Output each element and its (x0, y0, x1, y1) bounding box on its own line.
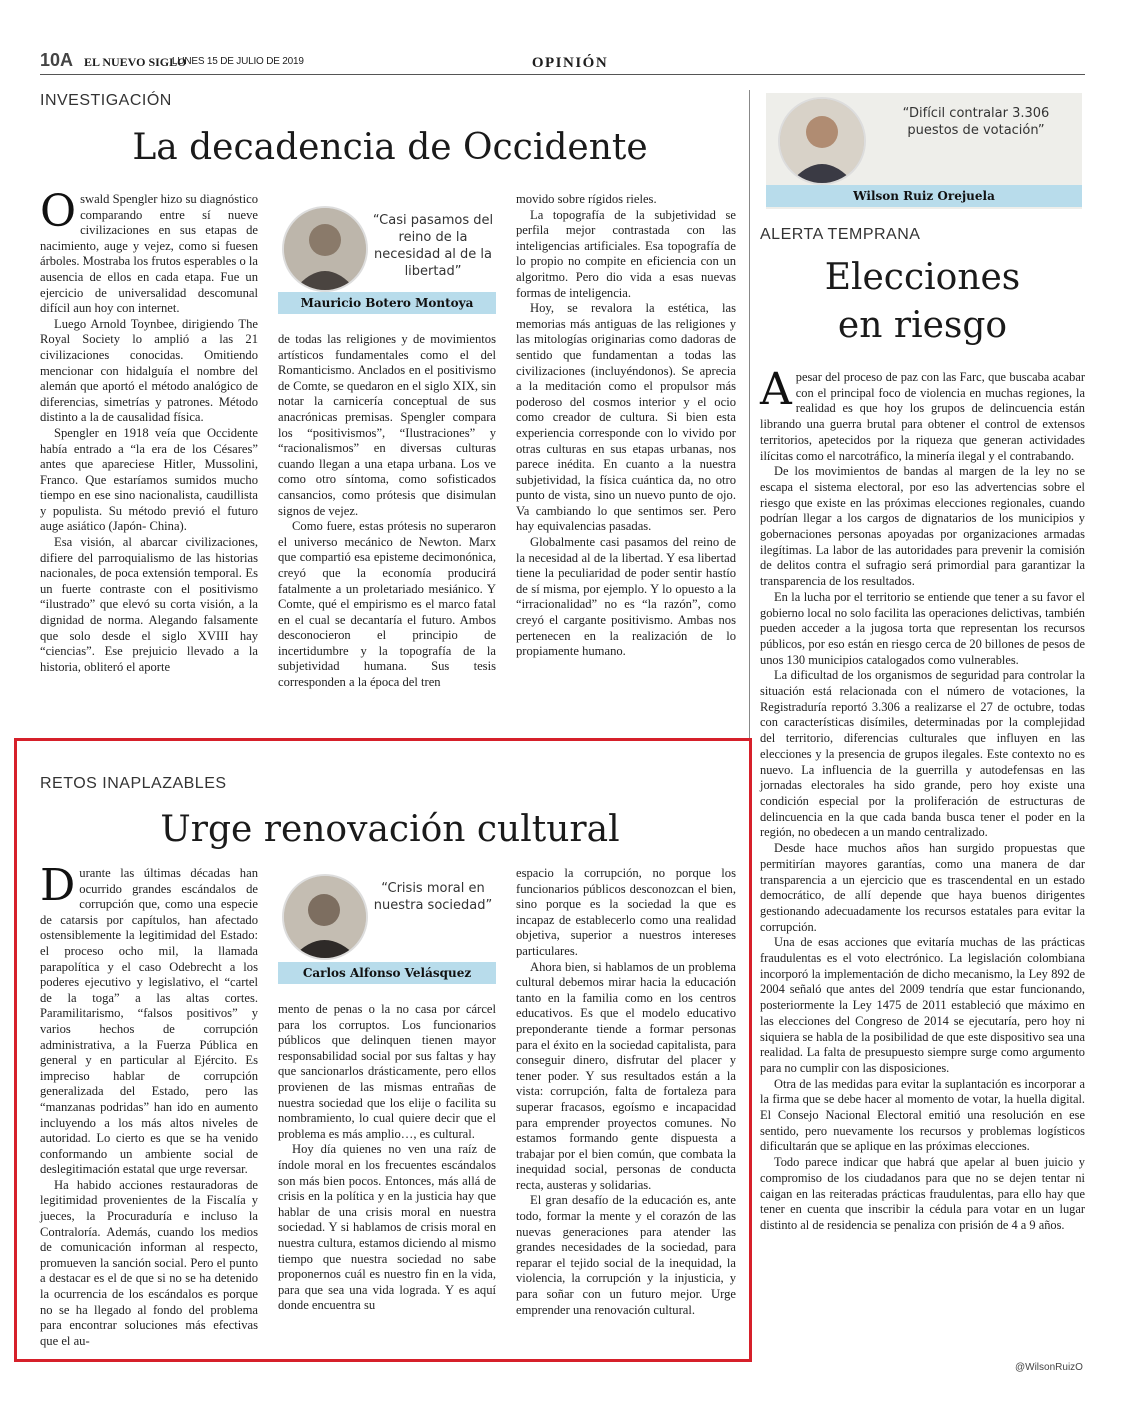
section-title: OPINIÓN (531, 55, 609, 71)
article2-column-2 (278, 1002, 496, 1314)
article1-paragraph: Globalmente casi pasamos del reino de la necesidad al de la libertad. Y esa libertad tiene la peculiaridad de poder sentir hastío de sí misma, por ejemplo. Y lo opuesto a la “irracionalidad” no es “la razón”, como creyó el cargante positivismo. Ambas nos pertenecen en la realización de lo propiamente humano. (516, 535, 736, 659)
dropcap: O (40, 186, 77, 237)
article2-paragraph: mento de penas o la no casa por cárcel para los corruptos. Los funcionarios públicos que delinquen tienen mayor responsabilidad social por sus faltas y hay que sancionarlos drásticamente, pero ellos provienen de las mismas entrañas de nuestra sociedad que los elije o facilita su nombramiento, lo cual quiere decir que el problema es más amplio…, es cultural. (278, 1002, 496, 1141)
dropcap: A (760, 364, 792, 415)
article1-paragraph: Spengler en 1918 veía que Occidente había entrado a “la era de los Césares” antes que apareciese Hitler, Mussolini, Franco. Que estaríamos sumidos mucho tiempo en ese sino nacionalista, caudillista y populista. Su método previó el futuro auge asiático (Japón- China). (40, 425, 258, 534)
article3-kicker: ALERTA TEMPRANA (760, 226, 921, 243)
author-name: Carlos Alfonso Velásquez (278, 962, 496, 984)
article2-paragraph: Hoy día quienes no ven una raíz de índole moral en los frecuentes escándalos son más bien pocos. Entonces, más allá de crisis en la política y en la justicia hay que hablar de una crisis moral en nuestra sociedad. Y si hablamos de crisis moral en nuestra cultura, estamos diciendo al mismo tiempo que nuestra sociedad no sabe proponernos cuál es nuestro fin en la vida, para que sea una vida lograda. Y es aquí donde encuentra su (278, 1142, 496, 1313)
article2-paragraph: Ahora bien, si hablamos de un problema cultural debemos mirar hacia la educación tanto en la familia como en los centros educativos. Es que el modelo educativo preponderante tiende a formar personas para el éxito en la sociedad capitalista, para conseguir dinero, disfrutar del placer y tener poder. Y sus resultados están a la vista: corrupción, falta de fortaleza para superar fracasos, egoísmo e incapacidad para emprender proyectos comunes. No estamos formando gente dispuesta a trabajar por el bien común, que combata la inequidad social, personas de conducta recta, austeras y solidarias. (516, 959, 736, 1192)
article1-paragraph: Luego Arnold Toynbee, dirigiendo The Royal Society lo amplió a las 21 civilizaciones conocidas. Omitiendo mencionar con hidalguía el nombre del alemán que aportó el método analógico de diferencias, simetrías y patrones. Método distinto a la de causalidad física. (40, 316, 258, 425)
author-name: Mauricio Botero Montoya (278, 292, 496, 314)
article1-paragraph: Hoy, se revalora la estética, las memorias más antiguas de las religiones y las mitologías originarias como dadoras de sentido que fundamentan a todas las civilizaciones (incluyéndonos). Se aprecia a la meditación como el propulsor más poderoso del cosmos interior y el ocio como creador de cultura. Si bien esta experiencia corresponde con lo vivido por otras culturas en sus etapas urbanas, nos parece inédita. En cuanto a la nuestra subjetividad, la física cuántica da, no otro punto de vista, sino un nuevo punto de ojo. Va cambiando lo que sentimos ser. Pero hay equivalencias pasadas. (516, 301, 736, 534)
article3-paragraph: En la lucha por el territorio se entiende que tener a su favor el gobierno local no solo facilita las operaciones delictivas, también pueden acceder a la jugosa torta que representan los recursos públicos, por eso están en riesgo cerca de 20 billones de pesos de unos 130 municipios catalogados como vulnerables. (760, 589, 1085, 667)
dropcap: D (40, 860, 76, 911)
author-photo (282, 874, 368, 960)
article1-paragraph: de todas las religiones y de movimientos artísticos fundamentales como el del Romanticismo. Anclados en el positivismo de Comte, se quedaron en el siglo XIX, sin notar la carnicería conceptual de sus anacrónicas premisas. Spengler compara los “positivismos”, “Ilustraciones” y “racionalismos” en diversas culturas cuando llegan a una etapa urbana. Los ve como otro síntoma, como sofisticados cansancios, como prótesis que disimulan signos de vejez. (278, 332, 496, 518)
page-number: 10A (40, 50, 74, 70)
article3-paragraph: Otra de las medidas para evitar la suplantación es incorporar a la firma que se debe hacer al momento de votar, la huella digital. El Consejo Nacional Electoral emitió una resolución en ese sentido, pero nuevamente los recursos y problemas logísticos dificultarán que se aplique en las próximas elecciones. (760, 1076, 1085, 1154)
article3-paragraph: Todo parece indicar que habrá que apelar al buen juicio y compromiso de los ciudadanos para que no se dejen tentar ni caigan en las reiteradas prácticas fraudulentas, para ello hay que tener en cuenta que inscribir la cédula para votar en un lugar distinto al de residencia se penaliza con prisión de 4 a 9 años. (760, 1155, 1085, 1232)
author-quote: “Casi pasamos del reino de la necesidad al de la libertad” (372, 213, 494, 279)
author-photo (282, 206, 368, 292)
article2-paragraph: Ha habido acciones restauradoras de legitimidad provenientes de la Fiscalía y jueces, la Procuraduría e incluso la Contraloría. Además, cuando los medios de comunicación informan al respecto, promueven la sanción social. Pero el punto a destacar es el de que si no se ha detenido la ocurrencia de los escándalos es porque no se ha llegado al fondo del problema para encontrar soluciones más efectivas que el au- (40, 1177, 258, 1348)
article2-paragraph: espacio la corrupción, no porque los funcionarios públicos desconozcan el bien, sino porque es la sociedad la que es incapaz de establecerlo como una realidad objetiva, superior a nuestros intereses particulares. (516, 866, 736, 958)
article2-headline: Urge renovación cultural (160, 809, 620, 850)
article1-paragraph: Esa visión, al abarcar civilizaciones, difiere del parroquialismo de las historias nacionales, de poca extensión temporal. Es un fuerte contraste con el positivismo “ilustrado” que elevó su corta visión, a la dignidad de norma. Alegando falsamente que solo desde el siglo XVIII hay “ciencias”. Ese prejuicio llevado a la historia, obliteró el aporte (40, 535, 258, 674)
header-rule (40, 74, 1085, 75)
author-box (766, 93, 1082, 209)
article1-headline: La decadencia de Occidente (132, 127, 648, 168)
author-quote: “Difícil contralar 3.306 puestos de votación” (902, 106, 1050, 138)
article2-kicker: RETOS INAPLAZABLES (40, 775, 227, 792)
article3-paragraph: La dificultad de los organismos de seguridad para controlar la situación está relacionada con el número de votaciones, la Registraduría reportó 3.306 a realizarse el 27 de octubre, todas con características disímiles, determinadas por la complejidad del territorio, diferencias culturales que influyen en las elecciones y la presencia de grupos ilegales. Este contexto no es nuevo. La influencia de la guerrilla y autodefensas en las jornadas electorales ha sido grande, pero hoy existe una condición especial por la proliferación de estructuras de delincuencia en la que cada banda busca tener el poder en la región, no obedecen a un mando centralizado. (760, 668, 1085, 840)
twitter-credit: @WilsonRuizO (1015, 1362, 1083, 1373)
article3-paragraph: Apesar del proceso de paz con las Farc, que buscaba acabar con el principal foco de violencia en muchas regiones, la realidad es que hoy los grupos de delincuencia están librando una guerra brutal para obtener el control de extensos territorios, apetecidos por la riqueza que generan actividades ilícitas como el narcotráfico, la minería ilegal y el contrabando. (760, 364, 1085, 463)
article3-paragraph: Una de esas acciones que evitaría muchas de las prácticas fraudulentas es el voto electrónico. La legislación colombiana incorporó la implementación de dicho mecanismo, la Ley 892 de 2004 señaló que antes del 2009 tendría que estar funcionando, posteriormente la Ley 1475 de 2011 estableció que máximo en las elecciones del Congreso de 2014 se ejecutaría, pero hoy ni siquiera se habla de la posibilidad de que este dispositivo sea una realidad. La falta de presupuesto siempre surge como argumento para no cumplir con las disposiciones. (760, 935, 1085, 1075)
author-name: Wilson Ruiz Orejuela (766, 185, 1082, 207)
article2-column-1 (40, 860, 258, 1349)
issue-date: LUNES 15 DE JULIO DE 2019 (172, 56, 304, 67)
newspaper-name: EL NUEVO SIGLO (84, 55, 187, 69)
author-photo (778, 97, 866, 185)
article1-column-3 (516, 192, 736, 660)
article2-paragraph: El gran desafío de la educación es, ante todo, formar la mente y el corazón de las nuevas generaciones para atender las grandes necesidades de la sociedad, para reparar el tejido social de la inequidad, la violencia, la corrupción y la injusticia, y para soñar con un futuro mejor. Urge emprender una renovación cultural. (516, 1193, 736, 1317)
article2-paragraph: Durante las últimas décadas han ocurrido grandes escándalos de corrupción que, como una especie de catarsis por capítulos, han afectado ostensiblemente la legitimidad del Estado: el proceso ocho mil, la llamada parapolítica y el caso Odebrecht a los poderes ejecutivo y legislativo, el “cartel de la toga” a las altas cortes. Paramilitarismo, “falsos positivos” y varios hechos de corrupción administrativa, a la Fuerza Pública en general y en particular al Ejército. Es impreciso hablar de corrupción generalizada del Estado, pero las “manzanas podridas” han ido en aumento incluyendo a los más altos niveles de autoridad. Lo cierto es que se ha venido conformando un ambiente social de deslegitimación estatal que urge reversar. (40, 860, 258, 1177)
article2-column-3 (516, 866, 736, 1318)
article3-paragraph: Desde hace muchos años han surgido propuestas que permitirían mayores garantías, como una manera de dar transparencia a un ejercicio que es trascendental en un estado democrático, de allí depende que haya buenos dirigentes gestionando adecuadamente los recursos estatales para evitar la corrupción. (760, 841, 1085, 934)
article1-column-1 (40, 186, 258, 675)
author-quote: “Crisis moral en nuestra sociedad” (373, 881, 493, 913)
article1-paragraph: movido sobre rígidos rieles. (516, 192, 657, 206)
article1-paragraph: Como fuere, estas prótesis no superaron el universo mecánico de Newton. Marx que compartió esa episteme decimonónica, creyó que la economía producirá fatalmente a un proletariado mesiánico. Y Comte, qué el empirismo es el marco fatal en el cual se decantaría el futuro. Ambos desconocieron el principio de incertidumbre y la topografía de la subjetividad humana. Sus tesis corresponden a la época del tren (278, 519, 496, 690)
article3-headline: Elecciones en riesgo (824, 257, 1021, 346)
article1-kicker: INVESTIGACIÓN (40, 92, 172, 109)
author-box (278, 870, 496, 985)
article1-paragraph: La topografía de la subjetividad se perfila mejor contrastada con las inteligencias artificiales. Esa topografía de lo propio no compite en eficiencia con un algoritmo. Pero dio vida a esas nuevas formas de inteligencia. (516, 207, 736, 300)
author-box (278, 200, 496, 315)
article1-column-2 (278, 332, 496, 691)
article3-body (760, 364, 1085, 1234)
article1-paragraph: Oswald Spengler hizo su diagnóstico comparando entre sí nueve civilizaciones en sus etapas de nacimiento, auge y vejez, como si fuesen árboles. Mostraba los frutos esperables o la ausencia de ellos en cada etapa. Fue un ejercicio de universalidad descomunal difícil aun hoy con internet. (40, 186, 258, 316)
article3-paragraph: De los movimientos de bandas al margen de la ley no se escapa el sistema electoral, por eso las advertencias sobre el riesgo que existe en las próximas elecciones regionales, cuando podrían llegar a los cargos de dignatarios de los municipios y gobernaciones personas apoyadas por organizaciones armadas ilegítimas. La labor de las autoridades para prevenir la comisión de delitos contra el sufragio será primordial para garantizar la transparencia de los resultados. (760, 464, 1085, 589)
